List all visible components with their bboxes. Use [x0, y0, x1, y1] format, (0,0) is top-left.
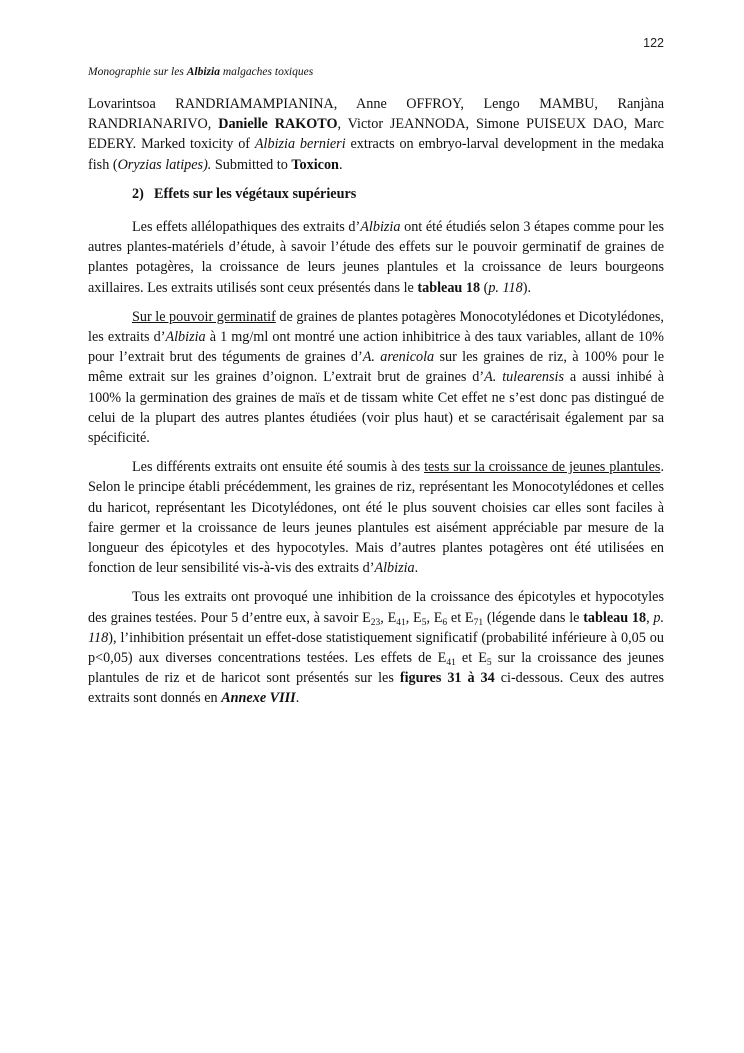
- p4-text-h: ), l’inhibition présentait un effet-dose statistiquement significatif (probabilité inférieure à 0,05 ou p<0,05) aux diverses concentrations testées. Les effets de E: [88, 629, 664, 667]
- p4-text-k: ci-dessous. Ceux des autres extraits sont donnés en: [88, 670, 665, 707]
- p4-text-d: , E: [426, 609, 443, 626]
- p4-page-ref: p. 118: [88, 609, 665, 646]
- reference-fish: Oryzias latipes).: [117, 156, 212, 173]
- running-header: [88, 66, 313, 78]
- reference-paragraph: [88, 94, 664, 175]
- p1-text-c: (: [480, 279, 489, 296]
- p1-table-ref: tableau 18: [417, 279, 481, 296]
- reference-species: Albizia bernieri: [254, 136, 346, 153]
- p4-sub-6: 41: [446, 658, 456, 669]
- reference-submitted: Submitted to: [211, 156, 292, 173]
- reference-author-highlight: Danielle RAKOTO: [218, 116, 338, 133]
- p4-sub-3: 5: [421, 617, 427, 628]
- p2-text-d: a aussi inhibé à 100% la germination des graines de maïs et de tissam white Cet effet ne s’est donc pas distingué de celui de la plupart des autres plantes étudiées (voir plus haut) et se caractérisait également par sa spécificité.: [88, 369, 664, 447]
- p2-text-a: de graines de plantes potagères Monocotylédones et Dicotylédones, les extraits d’: [88, 308, 664, 346]
- p2-underlined-term: Sur le pouvoir germinatif: [132, 308, 276, 325]
- p2-species-arenicola: A. arenicola: [362, 349, 435, 366]
- paragraph-allelopathy: [88, 217, 664, 298]
- p2-text-b: à 1 mg/ml ont montré une action inhibitrice à des taux variables, allant de 10% pour l’extrait brut des téguments de graines d’: [88, 329, 664, 366]
- paragraph-inhibition: [88, 587, 664, 708]
- p3-text-b: . Selon le principe établi précédemment, les graines de riz, représentant les Monocotylédones et celles du haricot, représentant les Dicotylédones, ont été le plus souvent choisies car elles sont faciles à faire germer et la croissance de leurs jeunes plantules est aisément appréciable par mesure de la longueur des épicotyles et des hypocotyles. Mais d’autres plantes potagères ont été utilisées en fonction de leur sensibilité vis-à-vis des extraits d’: [88, 459, 664, 577]
- paragraph-seedling-tests: [88, 457, 664, 578]
- p3-text-c: .: [414, 560, 419, 577]
- p1-genus: Albizia: [360, 219, 401, 236]
- p4-text-e: et E: [447, 609, 474, 626]
- p1-text-a: Les effets allélopathiques des extraits d’: [132, 219, 361, 236]
- section-number: 2): [132, 185, 144, 202]
- p4-text-i: et E: [455, 650, 487, 667]
- p4-sub-4: 6: [442, 617, 448, 628]
- p4-text-c: , E: [405, 609, 422, 626]
- paragraph-germination: [88, 307, 664, 448]
- p2-species-tulearensis: A. tulearensis: [484, 369, 564, 386]
- p1-page-ref: p. 118: [488, 279, 523, 296]
- page-number: 122: [643, 36, 664, 50]
- p3-genus: Albizia: [374, 560, 415, 577]
- p3-text-a: Les différents extraits ont ensuite été soumis à des: [132, 459, 425, 476]
- p4-sub-1: 23: [370, 617, 381, 628]
- p1-text-b: ont été étudiés selon 3 étapes comme pour les autres plantes-matériels d’étude, à savoir l’étude des effets sur le pouvoir germinatif de graines de plantes potagères, la croissance de leurs jeunes plantules et la croissance de leurs bourgeons axillaires. Les extraits utilisés sont ceux présentés dans le: [88, 219, 664, 296]
- p4-text-b: , E: [380, 609, 397, 626]
- reference-title: , Victor JEANNODA, Simone PUISEUX DAO, Marc EDERY. Marked toxicity of: [88, 116, 664, 153]
- running-header-genus: Albizia: [186, 66, 220, 78]
- reference-title-cont: extracts on embryo-larval development in the medaka fish (: [88, 136, 664, 173]
- section-title: Effets sur les végétaux supérieurs: [154, 185, 357, 202]
- p4-text-a: Tous les extraits ont provoqué une inhibition de la croissance des épicotyles et hypocotyles des graines testées. Pour 5 d’entre eux, à savoir E: [88, 589, 664, 626]
- section-heading: [132, 184, 664, 204]
- p4-annex-ref: Annexe VIII: [221, 690, 296, 707]
- p4-text-g: ,: [646, 609, 654, 626]
- p4-sub-7: 5: [486, 658, 492, 669]
- p1-text-d: ).: [522, 279, 532, 296]
- p4-text-j: sur la croissance des jeunes plantules de riz et de haricot sont présentés sur les: [88, 650, 664, 687]
- page-content: [88, 94, 664, 718]
- p4-text-l: .: [295, 690, 300, 707]
- reference-end: .: [338, 156, 343, 173]
- p3-underlined-term: tests sur la croissance de jeunes plantules: [424, 459, 661, 476]
- p4-sub-5: 71: [473, 617, 484, 628]
- p4-text-f: (légende dans le: [483, 609, 584, 626]
- reference-journal: Toxicon: [291, 156, 339, 173]
- running-header-prefix: Monographie sur les: [88, 66, 187, 78]
- p2-genus: Albizia: [165, 329, 206, 346]
- p4-sub-2: 41: [396, 617, 406, 628]
- p4-figures-ref: figures 31 à 34: [399, 670, 495, 687]
- reference-authors: Lovarintsoa RANDRIAMAMPIANINA, Anne OFFROY, Lengo MAMBU, Ranjàna RANDRIANARIVO,: [88, 96, 664, 133]
- p4-table-ref: tableau 18: [583, 609, 647, 626]
- p2-text-c: sur les graines de riz, à 100% pour le même extrait sur les graines d’oignon. L’extrait brut de graines d’: [88, 349, 664, 386]
- running-header-suffix: malgaches toxiques: [219, 66, 314, 78]
